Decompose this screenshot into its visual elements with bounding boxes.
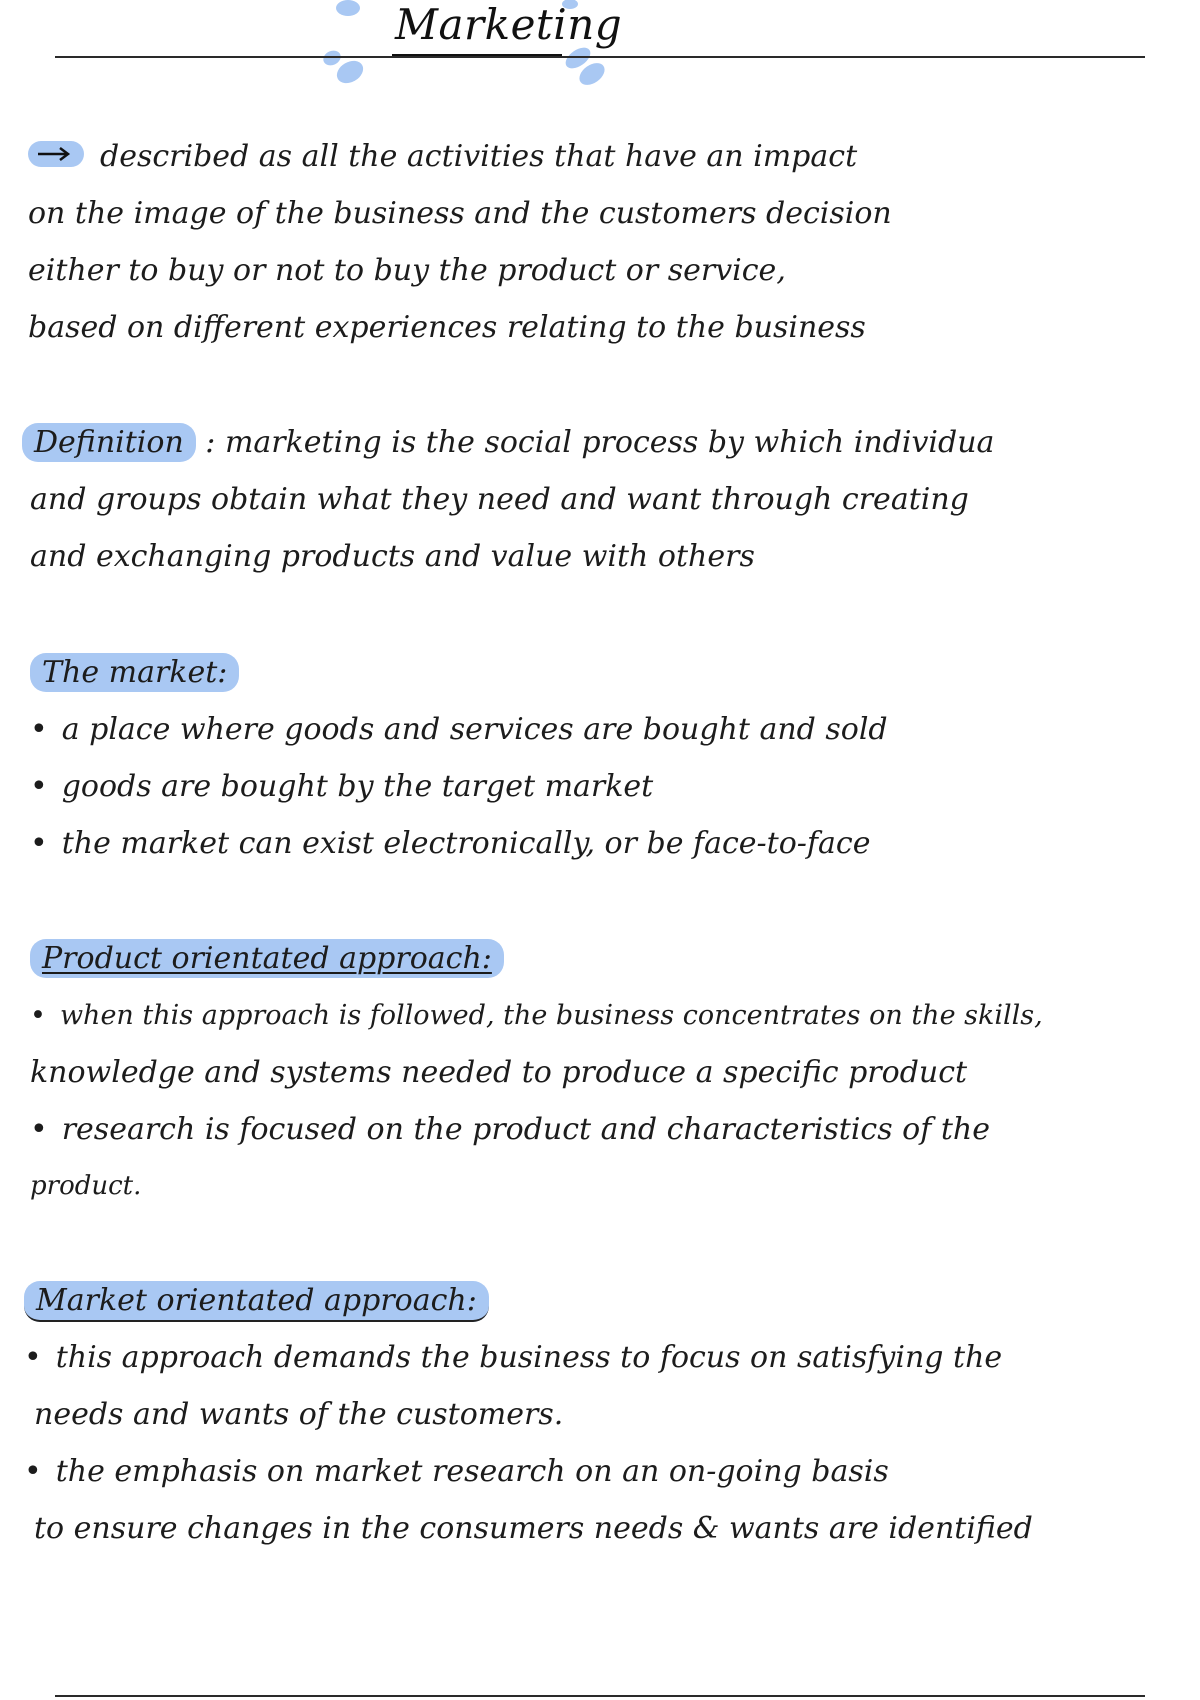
definition-heading: Definition — [22, 423, 196, 462]
definition-line-2: and groups obtain what they need and want through creating — [30, 482, 969, 517]
market-heading: The market: — [30, 653, 239, 692]
market-section — [30, 644, 888, 872]
intro-line-2: on the image of the business and the customers decision — [28, 196, 892, 231]
product-orientated-line-2: knowledge and systems needed to produce a specific product — [30, 1055, 968, 1090]
market-bullet-3: • the market can exist electronically, or be face-to-face — [30, 815, 888, 872]
market-bullet-1: • a place where goods and services are bought and sold — [30, 701, 888, 758]
market-orientated-line-1: • this approach demands the business to focus on satisfying the — [24, 1329, 1033, 1386]
intro-paragraph — [28, 128, 892, 356]
product-orientated-heading: Product orientated approach: — [30, 939, 504, 978]
title-decoration-left — [310, 0, 400, 95]
definition-line-1: Definition : marketing is the social process by which individua — [22, 414, 994, 471]
market-orientated-line-2: needs and wants of the customers. — [34, 1397, 564, 1432]
intro-line-1: described as all the activities that have an impact — [28, 128, 892, 185]
bottom-rule — [55, 1695, 1145, 1697]
market-orientated-line-4: to ensure changes in the consumers needs & wants are identified — [34, 1511, 1033, 1546]
definition-line-3: and exchanging products and value with others — [30, 539, 755, 574]
product-orientated-section — [30, 930, 1043, 1215]
top-rule — [55, 56, 1145, 58]
product-orientated-line-1: • when this approach is followed, the business concentrates on the skills, — [30, 987, 1043, 1044]
market-orientated-line-3: • the emphasis on market research on an on-going basis — [24, 1443, 1033, 1500]
product-orientated-line-4: product. — [30, 1171, 142, 1201]
product-orientated-heading-line — [30, 930, 1043, 987]
definition-section — [22, 414, 994, 585]
product-orientated-line-3: • research is focused on the product and characteristics of the — [30, 1101, 1043, 1158]
market-bullet-2: • goods are bought by the target market — [30, 758, 888, 815]
market-orientated-heading-line — [24, 1272, 1033, 1329]
page-title: Marketing — [395, 0, 623, 49]
market-orientated-section — [24, 1272, 1033, 1557]
market-heading-line — [30, 644, 888, 701]
intro-line-3: either to buy or not to buy the product or service, — [28, 253, 786, 288]
market-orientated-heading: Market orientated approach: — [24, 1281, 489, 1322]
intro-line-4: based on different experiences relating to the business — [28, 310, 866, 345]
arrow-icon — [28, 141, 84, 167]
